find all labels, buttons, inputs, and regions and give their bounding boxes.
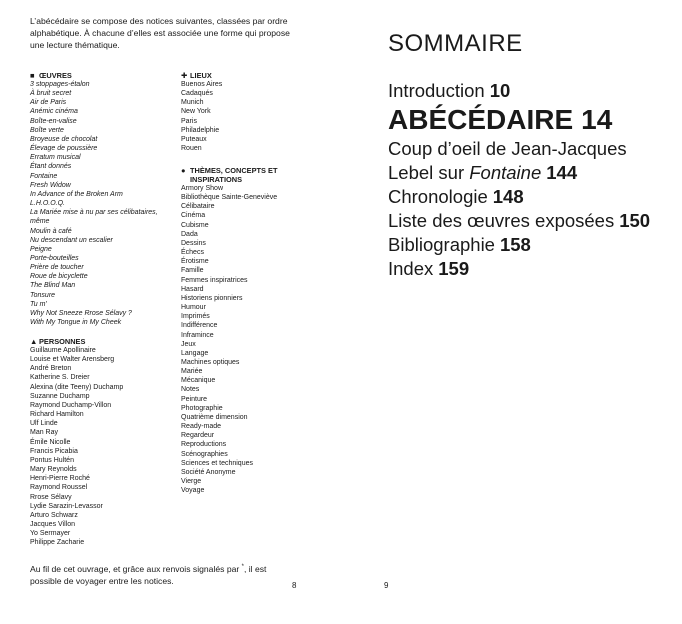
list-item: La Mariée mise à nu par ses célibataires, même [30, 209, 158, 226]
list-item: Famille [181, 267, 204, 275]
themes-list [181, 184, 311, 495]
list-item: Sciences et techniques [181, 459, 253, 467]
section-personnes [30, 337, 170, 547]
oeuvres-list [30, 80, 170, 327]
list-item: Armory Show [181, 185, 224, 192]
list-item: L.H.O.O.Q. [30, 200, 66, 208]
list-item: Tu m’ [30, 300, 47, 308]
section-heading-label: THÈMES, CONCEPTS ET INSPIRATIONS [190, 166, 278, 184]
list-item: À bruit secret [30, 90, 72, 98]
page-number: 9 [384, 581, 389, 590]
list-item: Cinéma [181, 212, 206, 220]
list-item: Scénographies [181, 450, 228, 458]
list-item: Vierge [181, 478, 202, 485]
toc-entry [388, 137, 650, 161]
list-item: Photographie [181, 404, 223, 412]
list-item: Porte-bouteilles [30, 254, 79, 262]
outro-text-part: Au fil de cet ouvrage, et grâce aux renvois signalés par [30, 563, 240, 574]
list-item: Notes [181, 386, 200, 394]
list-item: Dada [181, 230, 198, 238]
list-item: Cadaqués [181, 90, 213, 98]
page-number: 8 [292, 581, 297, 590]
list-item: Peigne [30, 245, 52, 253]
list-item: Machines optiques [181, 358, 240, 366]
list-item: Jeux [181, 340, 196, 348]
toc-entry-page: 158 [499, 234, 531, 255]
section-heading-label: PERSONNES [39, 337, 86, 346]
list-item: Société Anonyme [181, 468, 236, 476]
list-item: Hasard [181, 285, 204, 293]
list-item: Dessins [181, 239, 206, 247]
toc-entry [388, 209, 650, 233]
list-item: The Blind Man [30, 282, 76, 290]
toc-entry [388, 185, 650, 209]
list-item: Why Not Sneeze Rrose Sélavy ? [30, 309, 132, 317]
toc-entry-label: Liste des œuvres exposées [388, 210, 615, 231]
section-heading [30, 71, 170, 80]
list-item: Erratum musical [30, 154, 81, 162]
toc-entry-label: ABÉCÉDAIRE [388, 104, 574, 135]
section-heading [181, 166, 311, 184]
list-item: Guillaume Apollinaire [30, 347, 96, 354]
list-item: Peinture [181, 395, 208, 403]
list-item: Mariée [181, 368, 203, 376]
toc-entry-page: 159 [438, 258, 470, 279]
toc-entry-label: Bibliographie [388, 234, 495, 255]
outro-text-part: , il est possible de voyager entre les notices. [30, 563, 267, 586]
list-item: Élevage de poussière [30, 145, 98, 153]
toc-entry-page: 10 [489, 80, 511, 101]
lieux-list [181, 80, 311, 153]
toc-entry-page: 144 [546, 162, 578, 183]
toc-entry [388, 79, 650, 103]
list-item: Raymond Duchamp-Villon [30, 401, 112, 409]
list-item: Philadelphie [181, 126, 220, 134]
section-lieux [181, 71, 311, 153]
list-item: Suzanne Duchamp [30, 392, 90, 400]
page-title: SOMMAIRE [388, 30, 523, 57]
list-item: Humour [181, 304, 206, 312]
list-item: Émile Nicolle [30, 438, 71, 446]
toc-entry [388, 233, 650, 257]
list-item: Prière de toucher [30, 264, 84, 272]
list-item: Rrose Sélavy [30, 493, 72, 501]
list-item: Rouen [181, 145, 202, 153]
list-item: Raymond Roussel [30, 484, 88, 492]
section-oeuvres [30, 71, 170, 327]
list-item: André Breton [30, 365, 72, 373]
list-item: Alexina (dite Teeny) Duchamp [30, 383, 124, 391]
list-item: Fontaine [30, 172, 58, 180]
toc-entry-page: 14 [581, 104, 613, 135]
list-item: Bibliothèque Sainte-Geneviève [181, 194, 278, 202]
list-item: Jacques Villon [30, 520, 76, 528]
list-item: Puteaux [181, 135, 207, 143]
triangle-icon: ▲ [30, 337, 38, 346]
list-item: Reproductions [181, 441, 227, 449]
cross-icon: ✚ [181, 71, 188, 80]
list-item: Voyage [181, 487, 205, 495]
list-item: Boîte verte [30, 126, 64, 134]
list-item: Lydie Sarazin-Levassor [30, 502, 103, 510]
section-heading-label: ŒUVRES [39, 71, 72, 80]
right-page [341, 0, 682, 624]
section-heading [181, 71, 311, 80]
list-item: In Advance of the Broken Arm [30, 190, 123, 198]
list-item: 3 stoppages-étalon [30, 81, 90, 88]
list-item: Échecs [181, 249, 204, 257]
toc-entry-page: 150 [619, 210, 651, 231]
list-item: Inframince [181, 331, 214, 339]
toc-entry-page: 148 [492, 186, 524, 207]
list-item: Broyeuse de chocolat [30, 135, 98, 143]
list-item: Paris [181, 117, 197, 125]
list-item: Boîte-en-valise [30, 117, 77, 125]
reference-mark: * [241, 564, 244, 570]
section-themes [181, 166, 311, 495]
section-heading-label: LIEUX [190, 71, 212, 80]
list-item: Munich [181, 99, 204, 107]
list-item: Cubisme [181, 221, 209, 229]
list-item: Arturo Schwarz [30, 511, 78, 519]
section-heading [30, 337, 170, 346]
list-item: Pontus Hultén [30, 456, 74, 464]
toc-entry-label: Index [388, 258, 434, 279]
list-item: With My Tongue in My Cheek [30, 319, 122, 327]
list-item: Indifférence [181, 322, 218, 330]
list-item: Mécanique [181, 377, 216, 385]
list-item: Imprimés [181, 313, 210, 321]
list-item: Moulin à café [30, 227, 72, 235]
list-item: Tonsure [30, 291, 56, 299]
list-item: Buenos Aires [181, 81, 223, 88]
list-item: Louise et Walter Arensberg [30, 356, 115, 364]
list-item: Yo Sermayer [30, 530, 71, 538]
intro-text: L’abécédaire se compose des notices suivantes, classées par ordre alphabétique. À chacune d’elles est associée une forme qui propose une lecture thématique. [30, 16, 290, 50]
list-item: Nu descendant un escalier [30, 236, 113, 244]
list-item: Femmes inspiratrices [181, 276, 248, 284]
toc-entry [388, 161, 650, 185]
list-item: Roue de bicyclette [30, 273, 88, 281]
list-item: Historiens pionniers [181, 294, 243, 302]
list-item: Mary Reynolds [30, 466, 77, 474]
list-item: Quatrième dimension [181, 413, 248, 421]
list-item: Henri-Pierre Roché [30, 475, 90, 483]
list-item: Célibataire [181, 203, 215, 211]
list-item: New York [181, 108, 211, 116]
toc-entry [388, 103, 650, 137]
list-item: Regardeur [181, 432, 215, 440]
toc-entry-label: Coup d’oeil de Jean-Jacques [388, 138, 627, 159]
list-item: Ready-made [181, 423, 222, 431]
toc-entry-label: Chronologie [388, 186, 488, 207]
list-item: Air de Paris [30, 99, 67, 107]
square-icon: ■ [30, 71, 35, 80]
list-item: Érotisme [181, 258, 209, 266]
list-item: Anémic cinéma [30, 108, 78, 116]
toc-entry-italic-label: Fontaine [469, 162, 542, 183]
list-item: Man Ray [30, 429, 59, 437]
list-item: Richard Hamilton [30, 411, 84, 419]
outro-text [30, 561, 280, 587]
toc-entry-label: Lebel sur [388, 162, 470, 183]
list-item: Philippe Zacharie [30, 539, 85, 547]
personnes-list [30, 346, 170, 547]
table-of-contents [388, 79, 650, 281]
list-item: Fresh Widow [30, 181, 71, 189]
circle-icon: ● [181, 166, 186, 175]
toc-entry-label: Introduction [388, 80, 485, 101]
list-item: Katherine S. Dreier [30, 374, 90, 382]
list-item: Langage [181, 349, 209, 357]
toc-entry [388, 257, 650, 281]
list-item: Étant donnés [30, 163, 72, 171]
list-item: Ulf Linde [30, 420, 58, 428]
list-item: Francis Picabia [30, 447, 78, 455]
